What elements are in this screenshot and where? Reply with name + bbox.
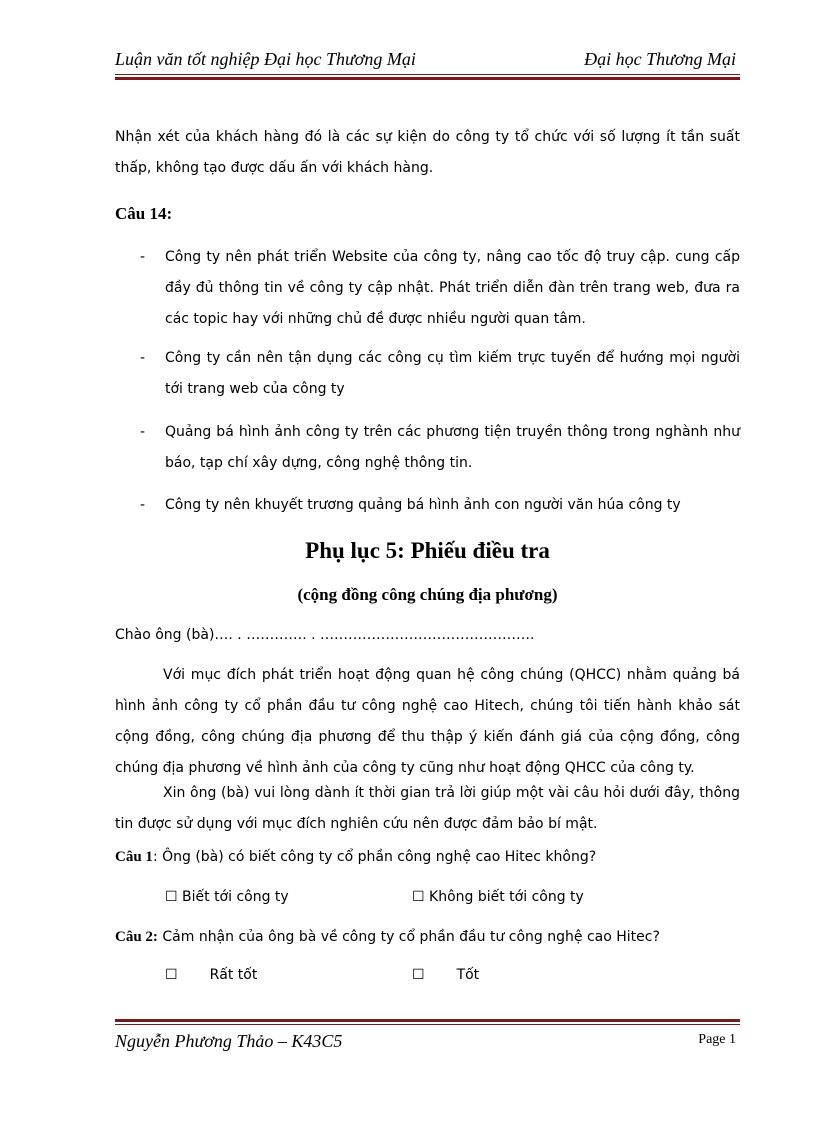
option-known-label: Biết tới công ty — [182, 889, 289, 905]
privacy-paragraph: Xin ông (bà) vui lòng dành ít thời gian trả lời giúp một vài câu hỏi dưới đây, thông tin được sử dụng với mục đích nghiên cứu nên được đảm bảo bí mật. — [115, 785, 740, 832]
footer-rule-thick — [115, 1019, 740, 1022]
checkbox-icon[interactable]: ☐ — [165, 967, 178, 983]
question-14-colon: : — [166, 204, 173, 223]
intro-paragraph: Nhận xét của khách hàng đó là các sự kiện do công ty tổ chức với số lượng ít tần suất thấp, không tạo được dấu ấn với khách hàng. — [115, 129, 740, 176]
footer-author: Nguyễn Phương Thảo – K43C5 — [115, 1031, 343, 1051]
greeting-line: Chào ông (bà)…. . …………. . ………………………………………. — [115, 627, 535, 643]
option-very-good[interactable] — [165, 965, 257, 985]
option-unknown[interactable] — [412, 887, 584, 907]
bullet-dash: - — [140, 350, 146, 366]
header-rule-thick — [115, 77, 740, 80]
question-1-label: Câu 1 — [115, 849, 153, 865]
question-2-label: Câu 2: — [115, 929, 158, 945]
option-unknown-label: Không biết tới công ty — [429, 889, 584, 905]
checkbox-icon[interactable]: ☐ — [412, 889, 425, 905]
option-good-label: Tốt — [456, 967, 480, 983]
list-item: Quảng bá hình ảnh công ty trên các phương tiện truyền thông trong nghành như báo, tạp chí xây dựng, công nghệ thông tin. — [165, 424, 740, 471]
bullet-dash: - — [140, 249, 146, 265]
question-14-label: Câu 14 — [115, 204, 167, 223]
bullet-dash: - — [140, 497, 146, 513]
checkbox-icon[interactable]: ☐ — [165, 889, 178, 905]
question-2-text: Cảm nhận của ông bà về công ty cổ phần đầu tư công nghệ cao Hitec? — [157, 929, 660, 945]
page-number: Page 1 — [698, 1032, 736, 1047]
list-item: Công ty nên phát triển Website của công ty, nâng cao tốc độ truy cập. cung cấp đầy đủ thông tin về công ty cập nhật. Phát triển diễn đàn trên trang web, đưa ra các topic hay với những chủ đề được nhiều người quan tâm. — [165, 249, 740, 327]
question-1 — [115, 842, 740, 873]
option-very-good-label: Rất tốt — [209, 967, 258, 983]
question-1-text: : Ông (bà) có biết công ty cổ phần công nghệ cao Hitec không? — [152, 849, 597, 865]
appendix-subtitle: (cộng đồng công chúng địa phương) — [297, 585, 558, 604]
survey-intro-paragraph: Với mục đích phát triển hoạt động quan hệ công chúng (QHCC) nhằm quảng bá hình ảnh công ty cổ phần đầu tư công nghệ cao Hitech, chúng tôi tiến hành khảo sát cộng đồng, công chúng địa phương để thu thập ý kiến đánh giá của cộng đồng, công chúng địa phương về hình ảnh của công ty cũng như hoạt động QHCC của công ty. — [115, 667, 740, 776]
checkbox-icon[interactable]: ☐ — [412, 967, 425, 983]
header-title: Luận văn tốt nghiệp Đại học Thương Mại — [115, 49, 416, 69]
appendix-title: Phụ lục 5: Phiếu điều tra — [305, 538, 550, 563]
option-known[interactable] — [165, 887, 289, 907]
header-university: Đại học Thương Mại — [584, 49, 736, 69]
option-good[interactable] — [412, 965, 479, 985]
bullet-dash: - — [140, 424, 146, 440]
list-item: Công ty cần nên tận dụng các công cụ tìm kiếm trực tuyến để hướng mọi người tới trang web của công ty — [165, 350, 740, 397]
footer-rule-thin — [115, 1024, 740, 1025]
list-item: Công ty nên khuyết trương quảng bá hình ảnh con người văn húa công ty — [165, 497, 681, 513]
question-2 — [115, 922, 740, 953]
header-rule-thin — [115, 74, 740, 75]
question-14-heading — [115, 204, 172, 224]
